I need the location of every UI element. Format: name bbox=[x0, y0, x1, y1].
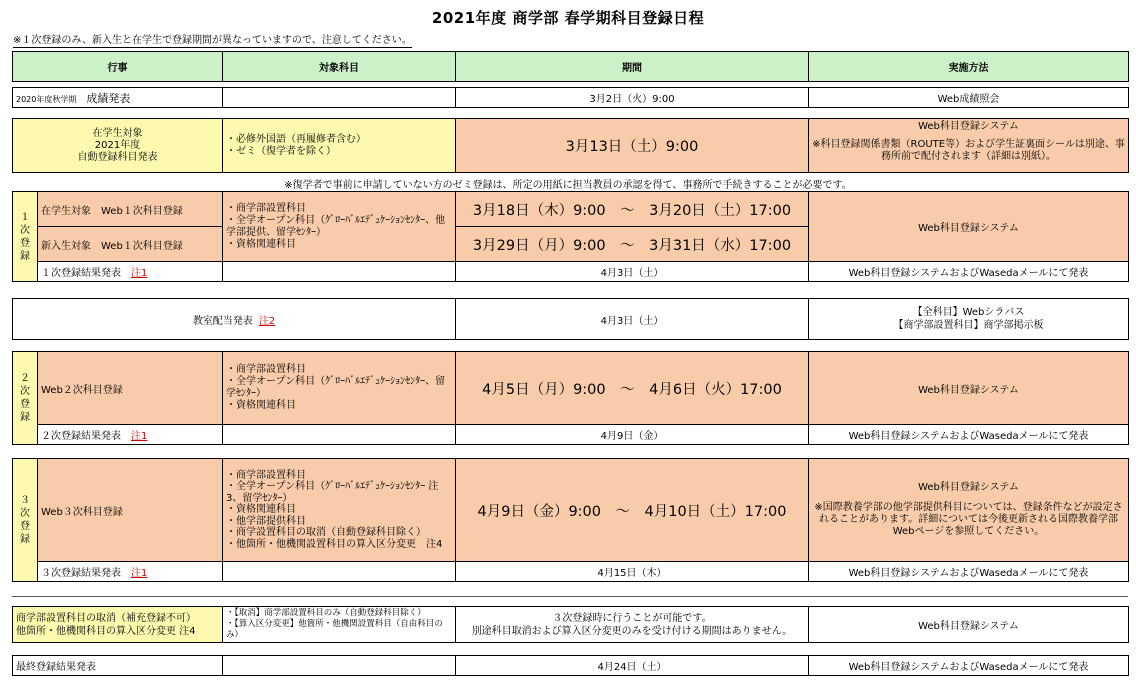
round3-period: 4月9日（金）9:00 ～ 4月10日（土）17:00 bbox=[456, 459, 809, 562]
round1-result-date: 4月3日（土） bbox=[456, 262, 809, 282]
round2-row: Web２次科目登録 bbox=[38, 352, 223, 425]
auto-reg-period: 3月13日（土）9:00 bbox=[456, 119, 809, 173]
subject-item: ・資格関連科目 bbox=[226, 400, 296, 411]
cancel-period bbox=[456, 607, 809, 643]
round3-method-title: Web科目登録システム bbox=[918, 482, 1019, 493]
round1-row-a: 在学生対象 Web１次科目登録 bbox=[38, 192, 223, 227]
page-title: 2021年度 商学部 春学期科目登録日程 bbox=[431, 9, 705, 27]
round1-result bbox=[38, 262, 223, 282]
cancel-event bbox=[13, 607, 223, 643]
final-event: 最終登録結果発表 bbox=[13, 656, 223, 676]
cancel-table bbox=[12, 606, 1129, 643]
round3-result bbox=[38, 562, 223, 582]
subject-item: ・全学オープン科目（ｸﾞﾛｰﾊﾞﾙｴﾃﾞｭｹｰｼｮﾝｾﾝﾀｰ、留学ｾﾝﾀｰ） bbox=[226, 376, 446, 399]
round3-label-text: ３次登録 bbox=[20, 495, 30, 545]
cancel-method: Web科目登録システム bbox=[809, 607, 1129, 643]
auto-reg-table bbox=[12, 118, 1129, 173]
round2-method: Web科目登録システム bbox=[809, 352, 1129, 425]
subject-item: ・商学設置科目の取消（自動登録科目除く） bbox=[226, 527, 426, 539]
auto-reg-event bbox=[13, 119, 223, 173]
round3-result-label: ３次登録結果発表 bbox=[41, 568, 121, 579]
grades-method: Web成績照会 bbox=[809, 88, 1129, 108]
subject-item: ・商学部設置科目 bbox=[226, 364, 306, 375]
header-subjects: 対象科目 bbox=[223, 52, 456, 82]
header-event: 行事 bbox=[13, 52, 223, 82]
round3-method-note: ※国際教養学部の他学部提供科目については、登録条件などが設定されることがあります。詳細については今後更新される国際教養学部Webページを参照してください。 bbox=[814, 502, 1123, 537]
classroom-method-line: 【商学部設置科目】商学部掲示板 bbox=[893, 320, 1044, 331]
note-link[interactable]: 注1 bbox=[131, 431, 148, 442]
round2-period: 4月5日（月）9:00 ～ 4月6日（火）17:00 bbox=[456, 352, 809, 425]
round1-period-b: 3月29日（月）9:00 ～ 3月31日（水）17:00 bbox=[456, 227, 809, 262]
header-table bbox=[12, 51, 1129, 82]
round3-label bbox=[13, 459, 38, 582]
round3-row: Web３次科目登録 bbox=[38, 459, 223, 562]
cancel-subjects bbox=[223, 607, 456, 643]
final-subjects bbox=[223, 656, 456, 676]
round2-result bbox=[38, 425, 223, 445]
subject-item: ・【算入区分変更】他箇所・他機関設置科目（自由科目のみ） bbox=[226, 619, 443, 640]
cancel-event-line: 商学部設置科目の取消（補充登録不可） bbox=[16, 612, 196, 624]
grades-table bbox=[12, 87, 1129, 108]
classroom-event bbox=[13, 299, 456, 340]
final-table bbox=[12, 655, 1129, 676]
rezamine-note: ※復学者で事前に申請していない方のゼミ登録は、所定の用紙に担当教員の承認を得て、事務所で手続きすることが必要です。 bbox=[284, 180, 852, 191]
round2-label bbox=[13, 352, 38, 445]
final-method: Web科目登録システムおよびWasedaメールにて発表 bbox=[809, 656, 1129, 676]
header-method: 実施方法 bbox=[809, 52, 1129, 82]
classroom-method bbox=[809, 299, 1129, 340]
header-period: 期間 bbox=[456, 52, 809, 82]
subject-item: ・他箇所・他機関設置科目の算入区分変更 注4 bbox=[226, 538, 443, 550]
classroom-date: 4月3日（土） bbox=[456, 299, 809, 340]
section-divider bbox=[12, 596, 1128, 597]
classroom-label: 教室配当発表 bbox=[192, 315, 253, 327]
subject-item: ・資格関連科目 bbox=[226, 238, 296, 250]
round3-result-method: Web科目登録システムおよびWasedaメールにて発表 bbox=[809, 562, 1129, 582]
round3-table bbox=[12, 458, 1129, 582]
round2-label-text: ２次登録 bbox=[20, 373, 30, 423]
round3-subjects bbox=[223, 459, 456, 562]
subject-item: ・商学部設置科目 bbox=[226, 469, 306, 481]
cancel-event-line: 他箇所・他機関科目の算入区分変更 注4 bbox=[16, 625, 196, 637]
grades-prefix: 2020年度秋学期 bbox=[16, 94, 77, 104]
round2-result-subjects bbox=[223, 425, 456, 445]
subject-item: ・全学オープン科目（ｸﾞﾛｰﾊﾞﾙｴﾃﾞｭｹｰｼｮﾝｾﾝﾀｰ、他学部提供、留学ｾﾝﾀｰ） bbox=[226, 214, 446, 238]
round2-subjects bbox=[223, 352, 456, 425]
note-link[interactable]: 注1 bbox=[131, 268, 148, 279]
auto-reg-event-line: 在学生対象 bbox=[92, 127, 143, 139]
round1-result-label: １次登録結果発表 bbox=[41, 268, 121, 279]
round3-result-date: 4月15日（木） bbox=[456, 562, 809, 582]
auto-reg-subjects bbox=[223, 119, 456, 173]
cancel-period-line: 別途科目取消および算入区分変更のみを受け付ける期間はありません。 bbox=[471, 625, 793, 637]
grades-label: 成績発表 bbox=[86, 91, 131, 105]
round1-label bbox=[13, 192, 38, 282]
round3-result-subjects bbox=[223, 562, 456, 582]
round2-result-date: 4月9日（金） bbox=[456, 425, 809, 445]
round2-result-method: Web科目登録システムおよびWasedaメールにて発表 bbox=[809, 425, 1129, 445]
final-date: 4月24日（土） bbox=[456, 656, 809, 676]
round1-method: Web科目登録システム bbox=[809, 192, 1129, 262]
subject-item: ・【取消】商学部設置科目のみ（自動登録科目除く） bbox=[226, 608, 426, 618]
cancel-period-line: ３次登録時に行うことが可能です。 bbox=[552, 612, 712, 624]
round2-result-label: ２次登録結果発表 bbox=[41, 431, 121, 442]
auto-reg-method-note: ※科目登録関係書類（ROUTE等）および学生証裏面シールは別途、事務所前で配付されます（詳細は別紙）。 bbox=[812, 139, 1125, 162]
round1-label-text: １次登録 bbox=[20, 211, 30, 262]
round3-method bbox=[809, 459, 1129, 562]
auto-reg-event-line: 自動登録科目発表 bbox=[77, 151, 158, 163]
subject-item: ・必修外国語（再履修者含む） bbox=[226, 133, 366, 145]
note-link[interactable]: 注2 bbox=[258, 315, 276, 327]
round1-period-a: 3月18日（木）9:00 ～ 3月20日（土）17:00 bbox=[456, 192, 809, 227]
round1-result-method: Web科目登録システムおよびWasedaメールにて発表 bbox=[809, 262, 1129, 282]
round2-table bbox=[12, 351, 1129, 445]
grades-subjects bbox=[223, 88, 456, 108]
auto-reg-event-line: 2021年度 bbox=[94, 139, 141, 151]
grades-period: 3月2日（火）9:00 bbox=[456, 88, 809, 108]
round1-row-b: 新入生対象 Web１次科目登録 bbox=[38, 227, 223, 262]
grades-event bbox=[13, 88, 223, 108]
round1-result-subjects bbox=[223, 262, 456, 282]
note-link[interactable]: 注1 bbox=[131, 568, 148, 579]
auto-reg-method bbox=[809, 119, 1129, 173]
round1-subjects bbox=[223, 192, 456, 262]
subject-item: ・他学部提供科目 bbox=[226, 515, 306, 527]
auto-reg-method-title: Web科目登録システム bbox=[918, 121, 1019, 132]
round1-table bbox=[12, 191, 1129, 282]
subject-item: ・ゼミ（復学者を除く） bbox=[226, 145, 336, 157]
subject-item: ・商学部設置科目 bbox=[226, 202, 306, 214]
subject-item: ・資格関連科目 bbox=[226, 504, 296, 516]
classroom-table bbox=[12, 298, 1129, 340]
classroom-method-line: 【全科目】Webシラバス bbox=[912, 307, 1025, 318]
subject-item: ・全学オープン科目（ｸﾞﾛｰﾊﾞﾙｴﾃﾞｭｹｰｼｮﾝｾﾝﾀｰ 注3、留学ｾﾝﾀｰ） bbox=[226, 481, 439, 504]
top-note: ※１次登録のみ、新入生と在学生で登録期間が異なっていますので、注意してください。 bbox=[13, 31, 412, 48]
